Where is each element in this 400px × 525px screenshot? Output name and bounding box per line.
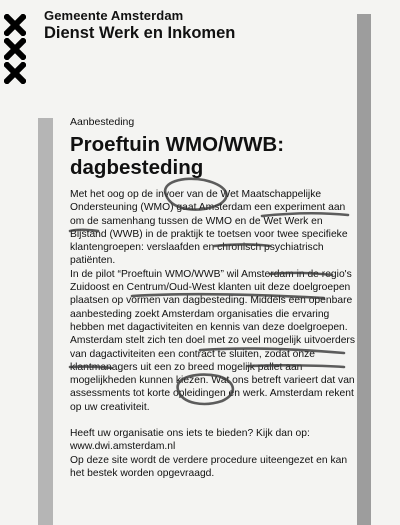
department-name: Dienst Werk en Inkomen [44,24,236,42]
paragraph-pilot: In de pilot “Proeftuin WMO/WWB” wil Amsterdam in de regio's Zuidoost en Centrum/Oud-West klanten uit deze doelgroepen plaatsen op vormen van dagbesteding. Middels een openbare aanbesteding zoekt Amsterdam organisaties die ervaring hebben met dagactiviteiten en kennis van deze doelgroepen. Amsterdam stelt zich ten doel met zo veel mogelijk uitvoerders van dagactiviteiten een contract te sluiten, zodat onze klantmanagers uit een zo breed mogelijk pallet aan mogelijkheden kunnen kiezen. Wat ons betreft varieert dat van assessments tot korte opleidingen en werk. Amsterdam rekent op uw creativiteit. [70,268,355,413]
letterhead [44,8,235,43]
organization-name: Gemeente Amsterdam [44,8,184,23]
x-mark-icon [4,38,26,60]
decorative-bar-right [357,14,371,525]
x-mark-icon [4,14,26,36]
paragraph-intro: Met het oog op de invoer van de Wet Maatschappelijke Ondersteuning (WMO) gaat Amsterdam een experiment aan om de samenhang tussen de WMO en de Wet Werk en Bijstand (WWB) in de praktijk te toetsen voor twee specifieke klantengroepen: verslaafden en chronisch psychiatrisch patiënten. [70,189,348,267]
decorative-bar-left [38,118,53,525]
article-kicker: Aanbesteding [70,116,135,128]
x-mark-icon [4,62,26,84]
paragraph-procedure: Op deze site wordt de verdere procedure uiteengezet en kan het bestek worden opgevraagd. [70,454,348,479]
article-body [70,188,356,480]
amsterdam-xxx-icon [4,14,30,86]
paragraph-contact: Heeft uw organisatie ons iets te bieden? Kijk dan op: www.dwi.amsterdam.nl [70,428,310,453]
article [70,116,356,480]
article-title: Proeftuin WMO/WWB: dagbesteding [70,133,285,179]
